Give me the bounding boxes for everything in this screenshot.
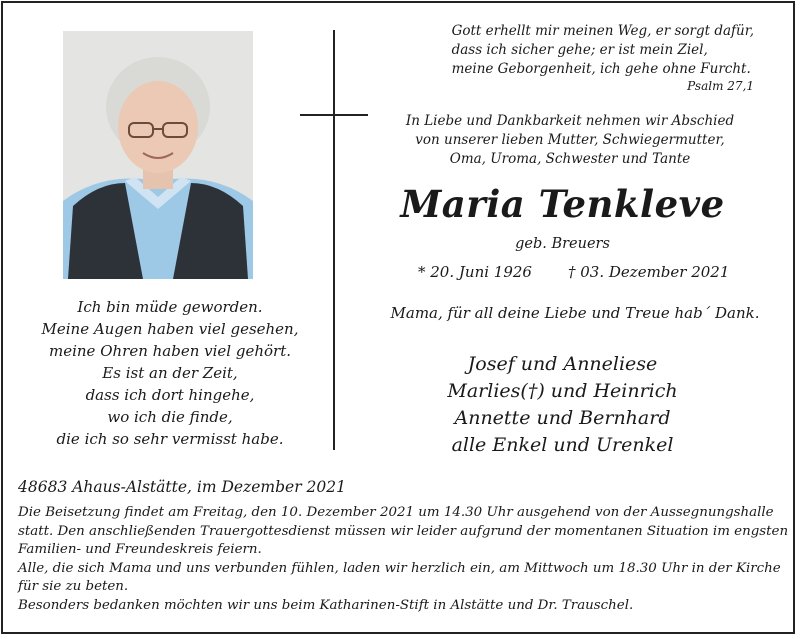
farewell-intro bbox=[380, 112, 760, 169]
details-line: Die Beisetzung findet am Freitag, den 10. Dezember 2021 um 14.30 Uhr ausgehend von der Aussegnungshalle bbox=[18, 505, 774, 520]
details-line: für sie zu beten. bbox=[18, 579, 129, 594]
verse-reference: Psalm 27,1 bbox=[687, 79, 754, 93]
details-line: Alle, die sich Mama und uns verbunden fühlen, laden wir herzlich ein, am Mittwoch um 18.30 Uhr in der Kirche bbox=[18, 560, 781, 576]
death-date: † 03. Dezember 2021 bbox=[568, 263, 730, 281]
poem-line: die ich so sehr vermisst habe. bbox=[56, 430, 284, 448]
farewell-poem bbox=[20, 296, 320, 450]
intro-line: In Liebe und Dankbarkeit nehmen wir Abschied bbox=[405, 113, 735, 129]
details-line: Familien- und Freundeskreis feiern. bbox=[18, 542, 262, 557]
portrait-photo bbox=[63, 31, 253, 279]
mourner-line: alle Enkel und Urenkel bbox=[451, 434, 674, 456]
deceased-name: Maria Tenkleve bbox=[400, 182, 725, 226]
verse-line: meine Geborgenheit, ich gehe ohne Furcht. bbox=[451, 61, 751, 77]
mourner-line: Josef und Anneliese bbox=[467, 353, 658, 375]
birth-date: * 20. Juni 1926 bbox=[418, 263, 532, 281]
intro-line: Oma, Uroma, Schwester und Tante bbox=[449, 151, 691, 167]
mourner-line: Marlies(†) und Heinrich bbox=[447, 380, 678, 402]
intro-line: von unserer lieben Mutter, Schwiegermutter, bbox=[415, 132, 725, 148]
bible-verse bbox=[452, 22, 754, 93]
verse-line: dass ich sicher gehe; er ist mein Ziel, bbox=[451, 42, 708, 58]
poem-line: Meine Augen haben viel gesehen, bbox=[41, 320, 299, 338]
poem-line: dass ich dort hingehe, bbox=[85, 386, 255, 404]
poem-line: meine Ohren haben viel gehört. bbox=[49, 342, 291, 360]
verse-line: Gott erhellt mir meinen Weg, er sorgt dafür, bbox=[451, 23, 754, 39]
place-and-date: 48683 Ahaus-Alstätte, im Dezember 2021 bbox=[18, 478, 346, 496]
poem-line: wo ich die finde, bbox=[107, 408, 233, 426]
maiden-name: geb. Breuers bbox=[515, 236, 610, 252]
thanks-line: Mama, für all deine Liebe und Treue hab´ Dank. bbox=[390, 304, 760, 322]
cross-crossbar bbox=[300, 114, 368, 116]
mourner-line: Annette und Bernhard bbox=[454, 407, 671, 429]
details-line: statt. Den anschließenden Trauergottesdienst müssen wir leider aufgrund der momentanen Situation im engsten bbox=[18, 523, 789, 539]
poem-line: Ich bin müde geworden. bbox=[77, 298, 263, 316]
funeral-details bbox=[18, 504, 788, 615]
poem-line: Es ist an der Zeit, bbox=[102, 364, 238, 382]
cross-icon bbox=[333, 30, 335, 450]
details-line: Besonders bedanken möchten wir uns beim Katharinen-Stift in Alstätte und Dr. Trauschel. bbox=[18, 597, 634, 613]
mourners-list bbox=[360, 351, 765, 459]
